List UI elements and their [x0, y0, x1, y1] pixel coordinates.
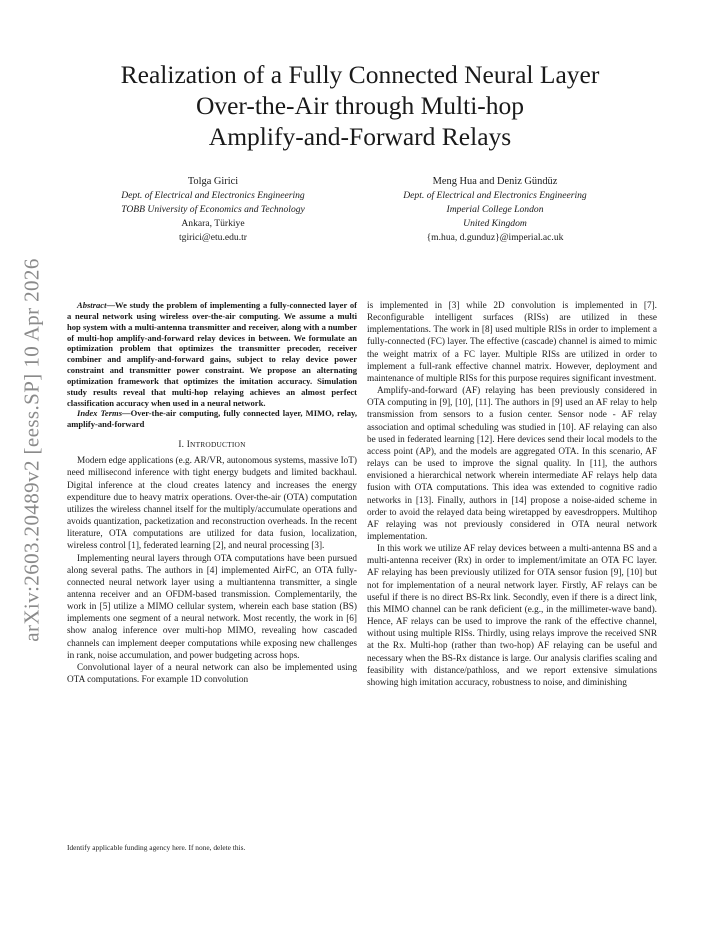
right-column: [367, 300, 657, 689]
author-dept: Dept. of Electrical and Electronics Engineering: [121, 190, 305, 201]
author-city: United Kingdom: [463, 218, 527, 229]
author-block-1: [88, 175, 338, 245]
section-numeral: I. I: [178, 440, 191, 451]
author-org: Imperial College London: [446, 204, 544, 215]
author-email[interactable]: {m.hua, d.gunduz}@imperial.ac.uk: [426, 232, 564, 243]
title-line-1: Realization of a Fully Connected Neural Layer: [120, 60, 600, 89]
section-title-rest: NTRODUCTION: [190, 440, 246, 450]
index-terms-text: —Over-the-air computing, fully connected layer, MIMO, relay, amplify-and-forward: [67, 408, 357, 430]
left-paragraph-3: Convolutional layer of a neural network can also be implemented using OTA computations. For example 1D convolution: [67, 662, 357, 686]
abstract-text: —We study the problem of implementing a fully-connected layer of a neural network using wireless over-the-air computing. We assume a multi hop system with a multi-antenna transmitter and receiver, along with a number of multi-hop amplify-and-forward relay devices in between. We formulate an optimization problem that optimizes the transmitter precoder, receiver combiner and amplify-and-forward gains, subject to relay device power constraint and transmitter power constraint. We propose an alternating optimization framework that optimizes the imitation accuracy. Simulation study results reveal that multi-hop relaying achieves an almost perfect classification accuracy when used in a neural network.: [67, 300, 357, 408]
author-block-2: [360, 175, 630, 245]
arxiv-stamp-text: arXiv:2603.20489v2 [eess.SP] 10 Apr 2026: [19, 258, 44, 642]
section-heading-introduction: [67, 439, 357, 451]
author-name: Meng Hua and Deniz Gündüz: [432, 176, 558, 187]
left-column: [67, 300, 357, 686]
arxiv-identifier-stamp: [6, 250, 58, 650]
right-paragraph-1: is implemented in [3] while 2D convolution is implemented in [7]. Reconfigurable intelligent surfaces (RISs) are utilized in these implementations. The work in [8] used multiple RISs in order to implement a fully-connected (FC) layer. The effective (cascade) channel is aimed to mimic the weight matrix of a FC layer. Multiple RISs are utilized in order to implement a full-rank effective channel matrix. However, deployment and maintenance of multiple RISs for this purpose requires significant investment.: [367, 301, 657, 384]
index-terms-label: Index Terms: [77, 408, 123, 419]
author-city: Ankara, Türkiye: [181, 218, 245, 229]
title-line-2: Over-the-Air through Multi-hop: [195, 91, 525, 120]
author-email[interactable]: tgirici@etu.edu.tr: [179, 232, 247, 243]
right-paragraph-2: Amplify-and-forward (AF) relaying has been previously considered in OTA computing in [9], [10], [11]. The authors in [9] used an AF relay to help transmission from sensors to a fusion center. Sensor node - AF relay association and optimal scheduling was studied in [10]. AF relaying can also be used in federated learning [12]. Here devices send their local models to the access point (AP), and the models are aggregated OTA. In this scenario, AF relays can be used to improve the signal quality. In [11], the authors envisioned a hierarchical network wherein intermediate AF relays help data fusion with OTA computations. This idea was extended to cognitive radio networks in [13]. Finally, authors in [14] propose a noise-aided scheme in order to avoid the relayed data being wiretapped by eavesdroppers. Multihop AF relaying was not previously considered in OTA neural network implementation.: [367, 386, 657, 542]
index-terms: [67, 408, 357, 430]
abstract-label: Abstract: [77, 300, 107, 310]
left-paragraph-1: Modern edge applications (e.g. AR/VR, autonomous systems, massive IoT) need millisecond inference with tight energy budgets and limited backhaul. Digital inference at the cloud creates latency and increases the energy expenditure due to heavy matrix operations. Over-the-air (OTA) computation utilizes the wireless channel itself for the multiply/accumulate operations and avoids quantization, packetization and reconstruction overheads. In the recent literature, OTA computations are utilized for data fusion, localization, wireless control [1], federated learning [2], and neural processing [3].: [67, 456, 357, 552]
author-org: TOBB University of Economics and Technology: [121, 204, 305, 215]
title-line-3: Amplify-and-Forward Relays: [208, 122, 512, 151]
author-dept: Dept. of Electrical and Electronics Engineering: [403, 190, 587, 201]
left-paragraph-2: Implementing neural layers through OTA computations have been pursued along several paths. The authors in [4] implemented AirFC, an OTA fully-connected neural network layer using a multiantenna transmitter, a single antenna receiver and an OFDM-based transmission. Complementarily, the work in [5] utilize a MIMO cellular system, wherein each base station (BS) implements one segment of a neural network. Most recently, the work in [6] show analog inference over multi-hop MIMO, revealing how cascaded channels can implement deeper computations while exposing new challenges in rank, noise accumulation, and power budgeting across hops.: [67, 553, 357, 661]
paper-title: [60, 59, 660, 152]
right-paragraph-3: In this work we utilize AF relay devices between a multi-antenna BS and a multi-antenna receiver (Rx) in order to implement/imitate an OTA FC layer. AF relaying has been previously utilized for OTA sensor fusion [9], [10] but not for implementation of a neural network layer. Firstly, AF relays can be useful if there is no direct BS-Rx link. Secondly, even if there is a direct link, this MIMO channel can be rank deficient (e.g., in the millimeter-wave band). Hence, AF relays can be used to improve the rank of the effective channel, without using multiple RISs. Thirdly, using relays improve the received SNR at the Rx. Multi-hop (rather than two-hop) AF relaying can be useful and necessary when the BS-Rx distance is large. Our analysis clarifies scaling and feasibility with distance/pathloss, and we report extensive simulations showing high imitation accuracy, robustness to noise, and diminishing: [367, 544, 657, 688]
abstract: [67, 300, 357, 408]
author-name: Tolga Girici: [187, 176, 239, 187]
funding-footnote: Identify applicable funding agency here. If none, delete this.: [67, 843, 246, 852]
